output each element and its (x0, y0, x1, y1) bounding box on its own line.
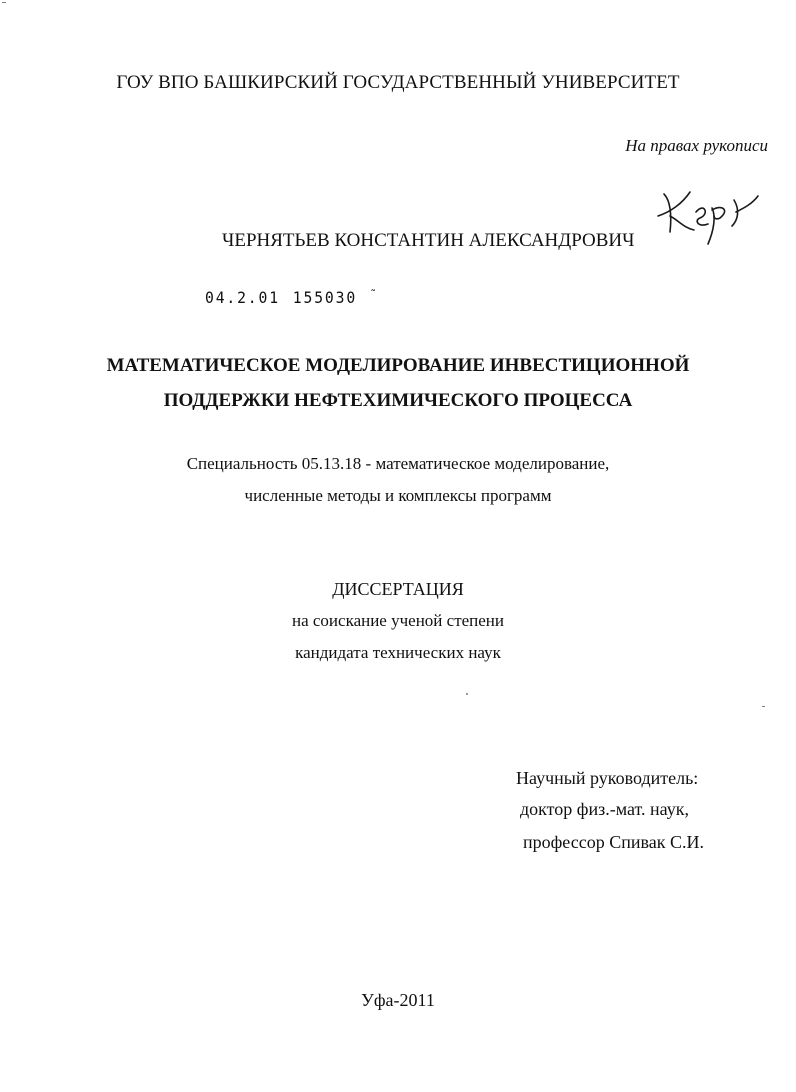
registration-serial: 155030 (292, 288, 358, 307)
supervisor-name: профессор Спивак С.И. (523, 832, 704, 852)
registration-date-code: 04.2.01 (205, 288, 280, 307)
degree-line-2: кандидата технических наук (295, 643, 501, 662)
degree-line-1: на соискание ученой степени (291, 611, 505, 630)
dissertation-title-line-2: ПОДДЕРЖКИ НЕФТЕХИМИЧЕСКОГО ПРОЦЕССА (163, 390, 633, 411)
scan-speck (2, 2, 6, 3)
dissertation-title-line-1: МАТЕМАТИЧЕСКОЕ МОДЕЛИРОВАНИЕ ИНВЕСТИЦИОННОЙ (106, 355, 690, 376)
manuscript-rights-note: На правах рукописи (625, 136, 768, 155)
city-year: Уфа-2011 (361, 990, 435, 1010)
specialty-line-2: численные методы и комплексы программ (244, 486, 552, 505)
document-type: ДИССЕРТАЦИЯ (332, 579, 464, 599)
university-name: ГОУ ВПО БАШКИРСКИЙ ГОСУДАРСТВЕННЫЙ УНИВЕРСИТЕТ (116, 72, 680, 93)
scan-speck (466, 693, 468, 695)
specialty-line-1: Специальность 05.13.18 - математическое моделирование, (186, 454, 610, 473)
supervisor-degree: доктор физ.-мат. наук, (520, 799, 689, 819)
author-name: ЧЕРНЯТЬЕВ КОНСТАНТИН АЛЕКСАНДРОВИЧ (222, 230, 635, 251)
scan-speck (762, 706, 765, 707)
handwritten-signature (650, 186, 770, 246)
registration-number (205, 288, 378, 307)
supervisor-role: Научный руководитель: (516, 768, 699, 788)
stamp-mark: ˜ (369, 288, 379, 302)
